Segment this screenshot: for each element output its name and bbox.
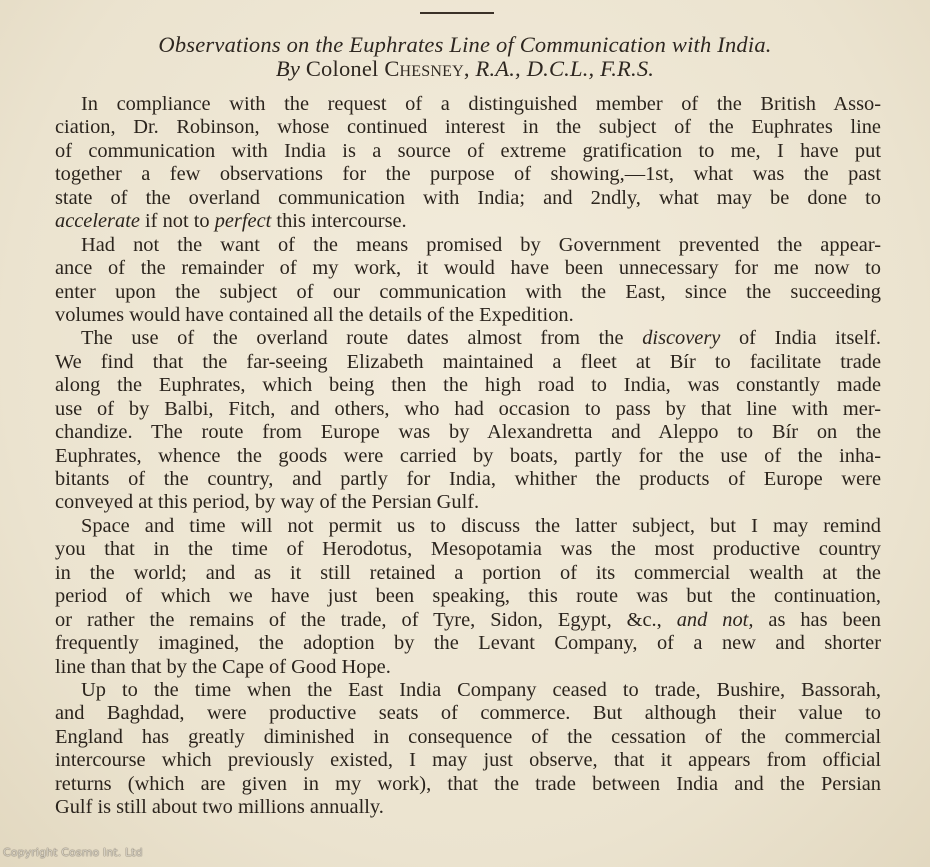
- text-run: and Baghdad, were productive seats of commerce. But although their value to: [55, 702, 881, 725]
- text-line: [55, 234, 881, 257]
- text-line: [55, 749, 881, 772]
- text-run: you that in the time of Herodotus, Mesopotamia was the most productive country: [55, 538, 881, 561]
- text-run: together a few observations for the purpose of showing,—1st, what was the past: [55, 163, 881, 186]
- text-line: [55, 93, 881, 116]
- text-run: ance of the remainder of my work, it would have been unnecessary for me now to: [55, 257, 881, 280]
- text-run: use of by Balbi, Fitch, and others, who had occasion to pass by that line with mer-: [55, 397, 881, 420]
- text-run: Euphrates, whence the goods were carried by boats, partly for the use of the inha-: [55, 444, 881, 467]
- text-line: [55, 609, 881, 632]
- text-line: [55, 679, 881, 702]
- top-rule: [420, 12, 494, 14]
- text-run: chandize. The route from Europe was by Alexandretta and Aleppo to Bír on the: [55, 421, 881, 444]
- text-run: In compliance with the request of a distinguished member of the British Asso-: [81, 93, 881, 115]
- text-run: along the Euphrates, which being then the high road to India, was constantly made: [55, 374, 881, 397]
- text-line: [55, 585, 881, 608]
- text-line: [55, 796, 881, 819]
- italic-emphasis: perfect: [214, 210, 272, 233]
- text-run: England has greatly diminished in consequence of the cessation of the commercial: [55, 725, 881, 748]
- text-run: volumes would have contained all the details of the Expedition.: [55, 303, 574, 326]
- text-run: this intercourse.: [271, 210, 407, 233]
- text-line: [55, 351, 881, 374]
- text-line: [55, 257, 881, 280]
- text-line: [55, 515, 881, 538]
- text-run: of India itself.: [720, 327, 882, 350]
- text-run: intercourse which previously existed, I may just observe, that it appears from official: [55, 749, 881, 772]
- text-line: [55, 632, 881, 655]
- byline-rank: Colonel: [305, 56, 379, 81]
- text-line: [55, 445, 881, 468]
- text-run: state of the overland communication with India; and 2ndly, what may be done to: [55, 186, 881, 209]
- text-run: Gulf is still about two millions annually.: [55, 796, 384, 819]
- text-run: period of which we have just been speaking, this route was but the continuation,: [55, 585, 881, 608]
- text-run: Had not the want of the means promised by Government prevented the appear-: [81, 233, 881, 256]
- article-byline: [0, 55, 930, 83]
- text-run: frequently imagined, the adoption by the Levant Company, of a new and shorter: [55, 632, 881, 655]
- text-run: bitants of the country, and partly for India, whither the products of Europe were: [55, 468, 881, 490]
- byline-by: By: [275, 56, 301, 81]
- text-line: [55, 374, 881, 397]
- text-line: [55, 491, 881, 514]
- paragraph: [55, 327, 881, 515]
- text-line: [55, 140, 881, 163]
- text-line: [55, 726, 881, 749]
- text-line: [55, 187, 881, 210]
- article-body: [55, 93, 881, 820]
- text-line: [55, 327, 881, 350]
- paragraph: [55, 93, 881, 234]
- italic-emphasis: accelerate: [55, 210, 140, 233]
- text-line: [55, 421, 881, 444]
- text-line: [55, 702, 881, 725]
- article-title: Observations on the Euphrates Line of Communication with India.: [158, 32, 772, 57]
- text-line: [55, 773, 881, 796]
- text-line: [55, 468, 881, 491]
- text-line: [55, 656, 881, 679]
- text-run: if not to: [139, 210, 215, 233]
- text-run: of communication with India is a source of extreme gratification to me, I have put: [55, 139, 881, 162]
- text-line: [55, 538, 881, 561]
- text-run: enter upon the subject of our communication with the East, since the succeeding: [55, 280, 881, 303]
- paragraph: [55, 515, 881, 679]
- text-line: [55, 398, 881, 421]
- text-run: conveyed at this period, by way of the Persian Gulf.: [55, 491, 480, 514]
- text-run: as has been: [753, 608, 881, 631]
- italic-emphasis: discovery: [642, 327, 721, 350]
- byline-degrees: R.A., D.C.L., F.R.S.: [475, 56, 655, 81]
- paragraph: [55, 679, 881, 820]
- paragraph: [55, 234, 881, 328]
- text-run: line than that by the Cape of Good Hope.: [55, 655, 391, 678]
- text-run: in the world; and as it still retained a portion of its commercial wealth at the: [55, 561, 881, 584]
- italic-emphasis: and not,: [676, 608, 754, 631]
- text-line: [55, 163, 881, 186]
- text-line: [55, 281, 881, 304]
- text-line: [55, 210, 881, 233]
- text-run: The use of the overland route dates almost from the: [81, 327, 643, 350]
- text-run: Up to the time when the East India Company ceased to trade, Bushire, Bassorah,: [81, 678, 881, 701]
- text-line: [55, 562, 881, 585]
- text-run: returns (which are given in my work), that the trade between India and the Persian: [55, 772, 881, 795]
- text-line: [55, 116, 881, 139]
- copyright-watermark: Copyright Cosmo Int. Ltd: [3, 846, 143, 859]
- text-run: Space and time will not permit us to discuss the latter subject, but I may remind: [81, 514, 881, 537]
- text-run: or rather the remains of the trade, of Tyre, Sidon, Egypt, &c.,: [55, 608, 677, 631]
- text-run: ciation, Dr. Robinson, whose continued interest in the subject of the Euphrates line: [55, 116, 881, 139]
- byline-surname: Chesney,: [384, 56, 470, 81]
- text-run: We find that the far-seeing Elizabeth maintained a fleet at Bír to facilitate trade: [55, 350, 881, 373]
- text-line: [55, 304, 881, 327]
